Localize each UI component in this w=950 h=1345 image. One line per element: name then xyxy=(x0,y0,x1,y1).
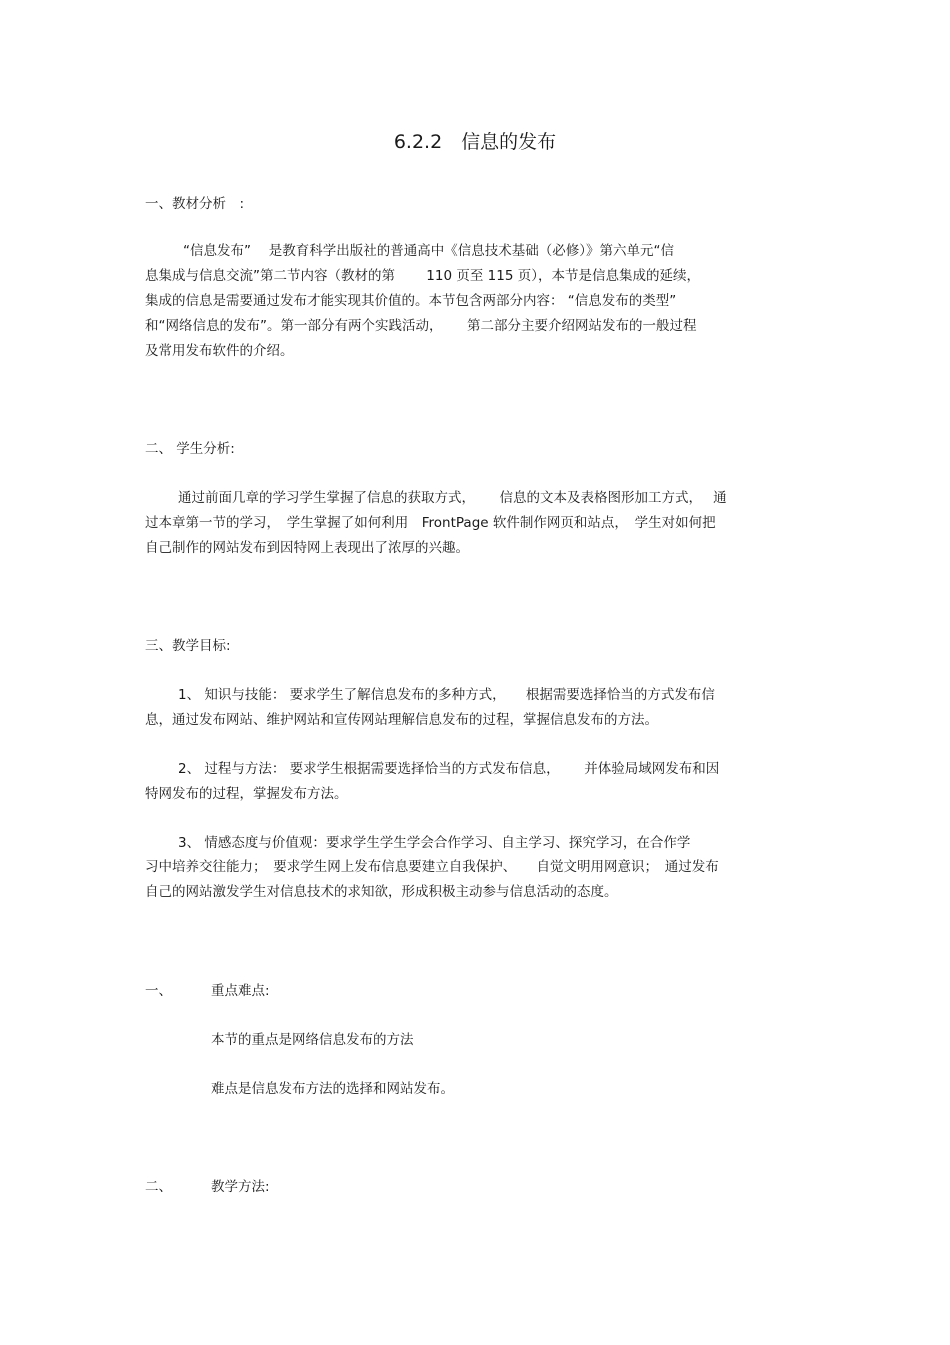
section-number: 二、 xyxy=(145,1179,172,1195)
paragraph-line: “信息发布” 是教育科学出版社的普通高中《信息技术基础（必修）》第六单元“信 xyxy=(183,243,675,259)
goal-line: 3、 情感态度与价值观：要求学生学生学会合作学习、自主学习、探究学习，在合作学 xyxy=(178,835,691,851)
goal-line: 特网发布的过程，掌握发布方法。 xyxy=(145,786,348,802)
section-heading-teaching-methods: 教学方法: xyxy=(211,1179,270,1195)
paragraph-line: 通过前面几章的学习学生掌握了信息的获取方式， 信息的文本及表格图形加工方式， 通 xyxy=(178,490,727,506)
paragraph-line: 及常用发布软件的介绍。 xyxy=(145,343,294,359)
key-point-line: 难点是信息发布方法的选择和网站发布。 xyxy=(211,1081,454,1097)
section-heading-student-analysis: 二、 学生分析: xyxy=(145,441,235,457)
section-heading-key-points: 重点难点: xyxy=(211,983,270,999)
paragraph-line: 集成的信息是需要通过发布才能实现其价值的。本节包含两部分内容： “信息发布的类型” xyxy=(145,293,677,309)
paragraph-line: 息集成与信息交流”第二节内容（教材的第 110 页至 115 页），本节是信息集成的延续， xyxy=(145,268,700,284)
goal-line: 自己的网站激发学生对信息技术的求知欲，形成积极主动参与信息活动的态度。 xyxy=(145,884,618,900)
paragraph-line: 和“网络信息的发布”。第一部分有两个实践活动， 第二部分主要介绍网站发布的一般过程 xyxy=(145,318,697,334)
section-number: 一、 xyxy=(145,983,172,999)
paragraph-line: 自己制作的网站发布到因特网上表现出了浓厚的兴趣。 xyxy=(145,540,469,556)
document-title: 6.2.2 信息的发布 xyxy=(393,131,557,153)
goal-line: 习中培养交往能力； 要求学生网上发布信息要建立自我保护、 自觉文明用网意识； 通过发布 xyxy=(145,859,719,875)
goal-line: 息，通过发布网站、维护网站和宣传网站理解信息发布的过程，掌握信息发布的方法。 xyxy=(145,712,658,728)
key-point-line: 本节的重点是网络信息发布的方法 xyxy=(211,1032,414,1048)
section-heading-textbook-analysis: 一、教材分析 : xyxy=(145,196,245,212)
goal-line: 1、 知识与技能： 要求学生了解信息发布的多种方式， 根据需要选择恰当的方式发布信 xyxy=(178,687,715,703)
goal-line: 2、 过程与方法： 要求学生根据需要选择恰当的方式发布信息， 并体验局域网发布和因 xyxy=(178,761,720,777)
paragraph-line: 过本章第一节的学习， 学生掌握了如何利用 FrontPage 软件制作网页和站点， 学生对如何把 xyxy=(145,515,716,531)
section-heading-teaching-goals: 三、教学目标: xyxy=(145,638,231,654)
